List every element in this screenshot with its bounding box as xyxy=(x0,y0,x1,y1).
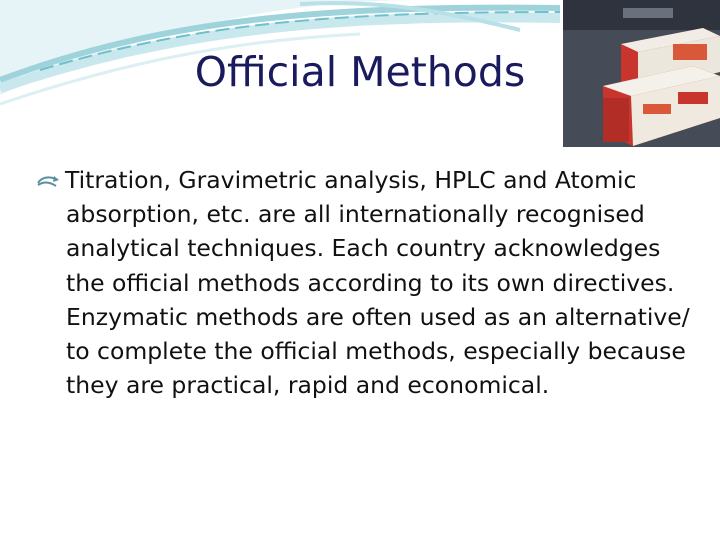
product-photo xyxy=(563,0,720,147)
bullet-paragraph: Titration, Gravimetric analysis, HPLC and Atomic absorption, etc. are all internationally recognised analytical techniques. Each country acknowledges the official methods according to its own directives. Enzymatic methods are often used as an alternative/ to complete the official methods, especially because they are practical, rapid and economical. xyxy=(65,166,690,400)
slide-title: Official Methods xyxy=(194,48,526,96)
bullet-list xyxy=(40,163,690,402)
